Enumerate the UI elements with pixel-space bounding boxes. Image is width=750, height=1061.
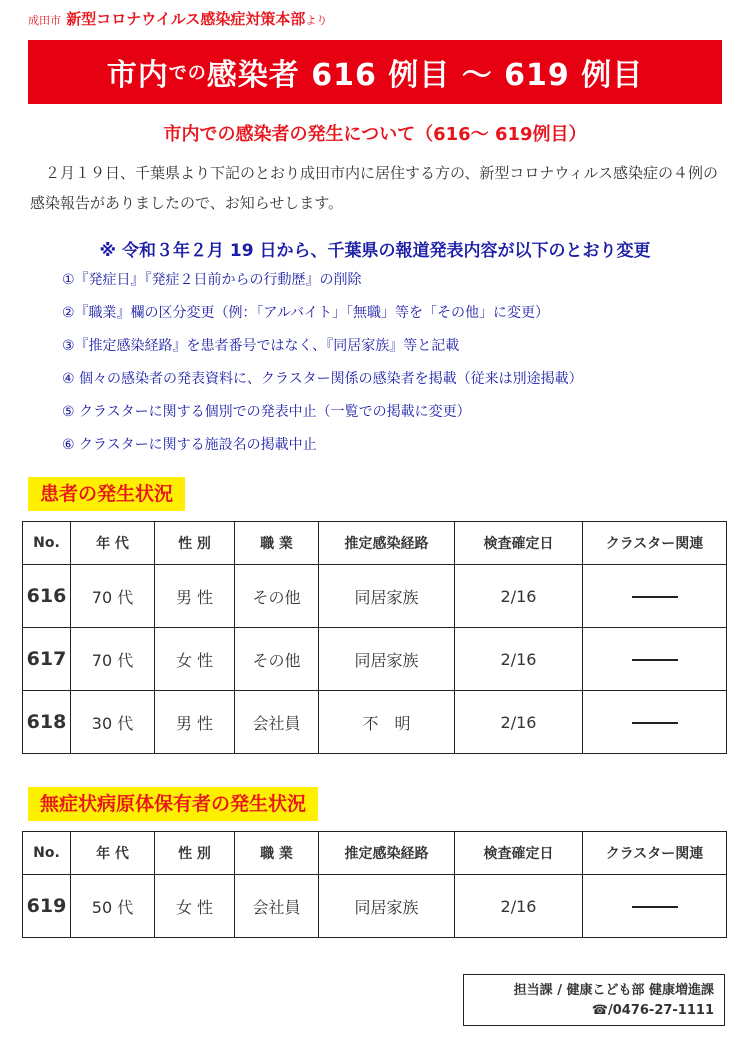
col-job: 職 業 [235, 832, 319, 875]
page-subtitle: 市内での感染者の発生について（616～ 619例目） [163, 124, 587, 145]
table-row [23, 628, 727, 691]
contact-phone: /0476-27-1111 [608, 1003, 714, 1018]
cell-no: 616 [23, 565, 71, 628]
section-label-carriers: 無症状病原体保有者の発生状況 [28, 787, 318, 821]
cell-sex: 女 性 [155, 628, 235, 691]
col-job: 職 業 [235, 522, 319, 565]
table-header-row [23, 832, 727, 875]
dash-mark [632, 906, 678, 908]
cell-date: 2/16 [455, 875, 583, 938]
header-suffix: より [305, 14, 328, 27]
col-route: 推定感染経路 [319, 522, 455, 565]
banner-part3: 感染者 616 例目 ～ 619 例目 [206, 58, 644, 93]
carriers-table [22, 831, 727, 938]
cell-route: 同居家族 [319, 628, 455, 691]
col-age: 年 代 [71, 522, 155, 565]
col-age: 年 代 [71, 832, 155, 875]
table-row [23, 875, 727, 938]
table-header-row [23, 522, 727, 565]
header-line [28, 8, 327, 29]
notice-item: ④ 個々の感染者の発表資料に、クラスター関係の感染者を掲載（従来は別途掲載） [62, 371, 583, 387]
cell-sex: 男 性 [155, 565, 235, 628]
cell-cluster [583, 565, 727, 628]
header-city: 成田市 [28, 14, 61, 27]
cell-job: 会社員 [235, 691, 319, 754]
cell-cluster [583, 691, 727, 754]
notice-item: ②『職業』欄の区分変更（例：「アルバイト」「無職」等を「その他」に変更） [62, 305, 550, 321]
contact-phone-line [474, 1001, 714, 1021]
intro-paragraph: ２月１９日、千葉県より下記のとおり成田市内に居住する方の、新型コロナウィルス感染症の４例の感染報告がありましたので、お知らせします。 [30, 164, 719, 212]
col-cluster: クラスター関連 [583, 522, 727, 565]
cell-sex: 女 性 [155, 875, 235, 938]
cell-no: 618 [23, 691, 71, 754]
notice-list [62, 266, 583, 464]
cell-date: 2/16 [455, 691, 583, 754]
notice-item: ⑤ クラスターに関する個別での発表中止（一覧での掲載に変更） [62, 404, 471, 420]
notice-item: ③『推定感染経路』を患者番号ではなく、『同居家族』等と記載 [62, 338, 460, 354]
col-route: 推定感染経路 [319, 832, 455, 875]
col-no: No. [23, 522, 71, 565]
notice-item: ⑥ クラスターに関する施設名の掲載中止 [62, 437, 317, 453]
patients-table [22, 521, 727, 754]
cell-route: 同居家族 [319, 565, 455, 628]
cell-age: 70 代 [71, 565, 155, 628]
cell-cluster [583, 875, 727, 938]
dash-mark [632, 659, 678, 661]
notice-item: ①『発症日』『発症２日前からの行動歴』の削除 [62, 272, 362, 288]
cell-cluster [583, 628, 727, 691]
cell-age: 70 代 [71, 628, 155, 691]
contact-box [463, 974, 725, 1026]
cell-job: その他 [235, 628, 319, 691]
cell-route: 同居家族 [319, 875, 455, 938]
phone-icon: ☎ [591, 1003, 608, 1018]
cell-no: 617 [23, 628, 71, 691]
table-row [23, 691, 727, 754]
cell-date: 2/16 [455, 628, 583, 691]
cell-sex: 男 性 [155, 691, 235, 754]
col-sex: 性 別 [155, 832, 235, 875]
table-row [23, 565, 727, 628]
section-label-patients: 患者の発生状況 [28, 477, 185, 511]
cell-job: その他 [235, 565, 319, 628]
banner-part1: 市内 [106, 58, 169, 93]
contact-department: 担当課 / 健康こども部 健康増進課 [513, 983, 714, 998]
cell-age: 30 代 [71, 691, 155, 754]
notice-title: ※ 令和３年２月 19 日から、千葉県の報道発表内容が以下のとおり変更 [99, 241, 651, 261]
cell-no: 619 [23, 875, 71, 938]
header-org: 新型コロナウイルス感染症対策本部 [66, 10, 306, 28]
col-no: No. [23, 832, 71, 875]
col-sex: 性 別 [155, 522, 235, 565]
dash-mark [632, 722, 678, 724]
banner-part2: での [168, 63, 207, 84]
dash-mark [632, 596, 678, 598]
title-banner [28, 40, 722, 104]
col-cluster: クラスター関連 [583, 832, 727, 875]
cell-age: 50 代 [71, 875, 155, 938]
cell-job: 会社員 [235, 875, 319, 938]
col-date: 検査確定日 [455, 832, 583, 875]
cell-route: 不 明 [319, 691, 455, 754]
cell-date: 2/16 [455, 565, 583, 628]
col-date: 検査確定日 [455, 522, 583, 565]
